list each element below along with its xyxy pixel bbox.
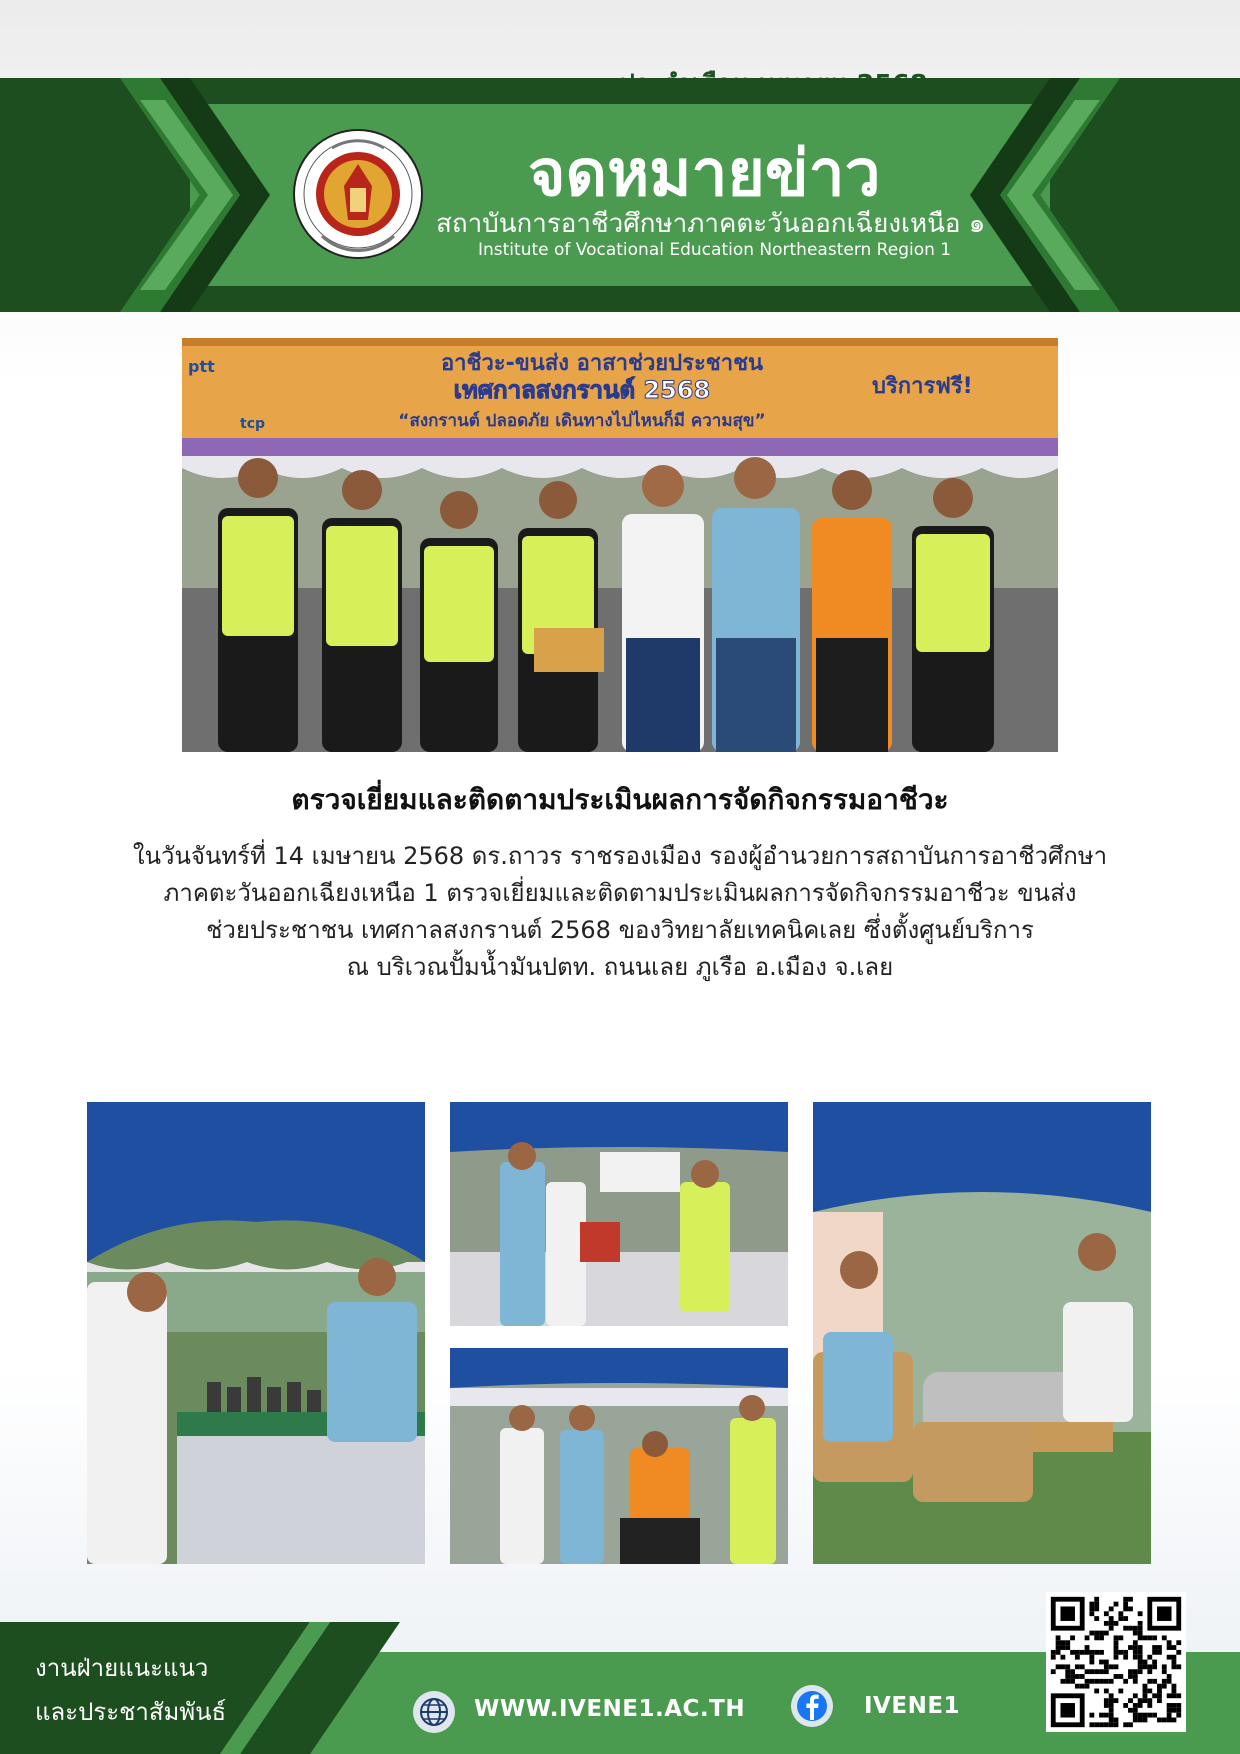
banner-service: บริการฟรี! [872, 374, 973, 399]
department-line-1: งานฝ่ายแนะแนว [35, 1654, 209, 1682]
article-headline: ตรวจเยี่ยมและติดตามประเมินผลการจัดกิจกรรมอาชีวะ [291, 783, 949, 816]
banner-logo-ptt: ptt [188, 357, 215, 376]
banner-line-3: “สงกรานต์ ปลอดภัย เดินทางไปไหนก็มี ความสุข” [398, 411, 766, 431]
main-photo [182, 338, 1058, 752]
left-chevron-decoration [0, 78, 300, 312]
gallery-photo-2 [450, 1102, 788, 1326]
banner-line-2: เทศกาลสงกรานต์ 2568 [453, 376, 711, 404]
newsletter-title: จดหมายข่าว [528, 137, 881, 211]
article-body-line: ในวันจันทร์ที่ 14 เมษายน 2568 ดร.ถาวร ราชรองเมือง รองผู้อำนวยการสถาบันการอาชีวศึกษา [132, 842, 1108, 870]
facebook-icon [790, 1684, 834, 1728]
article-body [90, 838, 1150, 986]
right-chevron-decoration [940, 78, 1240, 312]
institute-seal-logo [292, 128, 424, 260]
qr-code [1046, 1592, 1186, 1732]
department-line-2: และประชาสัมพันธ์ [35, 1698, 227, 1726]
banner-line-1: อาชีวะ-ขนส่ง อาสาช่วยประชาชน [440, 351, 764, 376]
gallery-photo-4 [813, 1102, 1151, 1564]
qr-code-pattern [1046, 1592, 1186, 1732]
article-body-line: ภาคตะวันออกเฉียงเหนือ 1 ตรวจเยี่ยมและติดตามประเมินผลการจัดกิจกรรมอาชีวะ ขนส่ง [163, 879, 1077, 907]
globe-icon [412, 1690, 456, 1734]
gallery-photo-3 [450, 1348, 788, 1564]
footer-left-panel [0, 1622, 410, 1754]
institute-name-english: Institute of Vocational Education Northeastern Region 1 [478, 240, 952, 260]
website-link[interactable]: WWW.IVENE1.AC.TH [474, 1696, 746, 1722]
banner-logo-tcp: tcp [240, 416, 266, 432]
gallery-photo-1 [87, 1102, 425, 1564]
facebook-handle[interactable]: IVENE1 [864, 1693, 961, 1719]
article-body-line: ณ บริเวณปั้มน้ำมันปตท. ถนนเลย ภูเรือ อ.เมือง จ.เลย [346, 953, 894, 981]
institute-name-thai: สถาบันการอาชีวศึกษาภาคตะวันออกเฉียงเหนือ ๑ [436, 209, 986, 239]
article-body-line: ช่วยประชาชน เทศกาลสงกรานต์ 2568 ของวิทยาลัยเทคนิคเลย ซึ่งตั้งศูนย์บริการ [206, 916, 1034, 944]
